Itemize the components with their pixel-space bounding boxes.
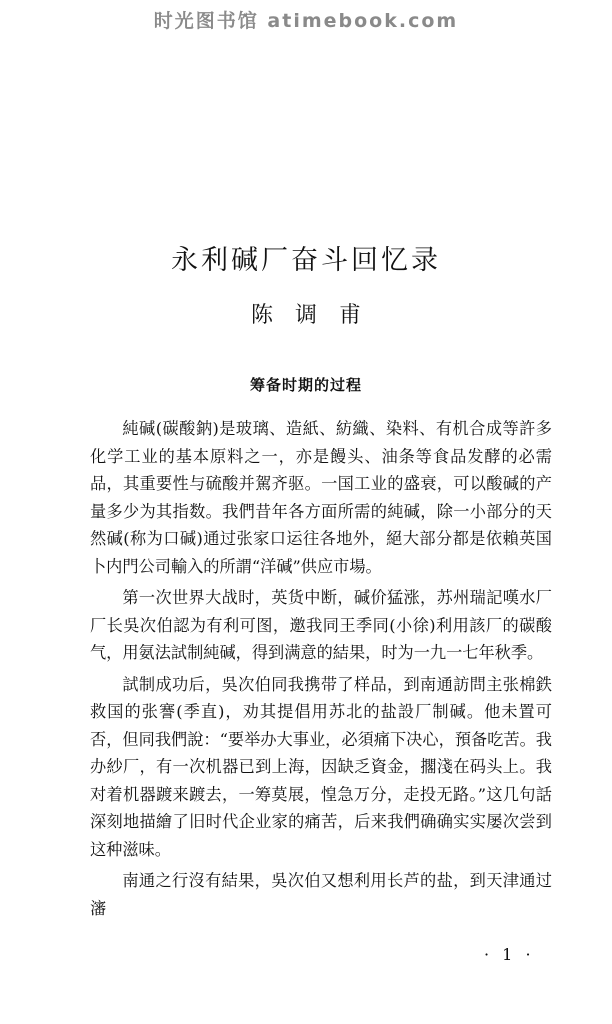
paragraph: 純碱(碳酸鈉)是玻璃、造紙、紡織、染料、有机合成等許多化学工业的基本原料之一，亦是饅头、油条等食品发酵的必需品，其重要性与硫酸并駕齐驱。一国工业的盛衰，可以酸碱的产量多少为其指数。我們昔年各方面所需的純碱，除一小部分的天然碱(称为口碱)通过张家口运往各地外，絕大部分都是依賴英国卜内門公司輸入的所謂“洋碱”供应市場。 <box>90 419 552 576</box>
watermark: 时光图书馆 atimebook.com <box>153 10 459 32</box>
page-title: 永利碱厂奋斗回忆录 <box>171 245 441 276</box>
paragraph: 南通之行沒有結果，吳次伯又想利用长芦的盐，到天津通过瀋 <box>90 871 552 918</box>
paragraph: 第一次世界大战时，英货中断，碱价猛涨，苏州瑞記嘆水厂厂长吳次伯認为有利可图，邀我同王季同(小徐)利用該厂的碳酸气，用氨法試制純碱，得到满意的結果，时为一九一七年秋季。 <box>90 588 552 662</box>
author-name: 陈调甫 <box>250 303 383 328</box>
paragraph: 試制成功后，吳次伯同我携带了样品，到南通訪問主张棉鉄救国的张謇(季直)，劝其提倡用苏北的盐設厂制碱。他未置可否，但同我們說：“要举办大事业，必須痛下决心，預备吃苦。我办紗厂，有一次机器已到上海，因缺乏資金，擱淺在码头上。我对着机器踱来踱去，一筹莫展，惶急万分，走投无路。”这几句話深刻地描繪了旧时代企业家的痛苦，后来我們确确实实屡次尝到这种滋味。 <box>90 674 552 859</box>
page-number: · 1 · <box>484 945 535 964</box>
body-text <box>90 415 552 926</box>
section-heading: 筹备时期的过程 <box>249 376 362 394</box>
